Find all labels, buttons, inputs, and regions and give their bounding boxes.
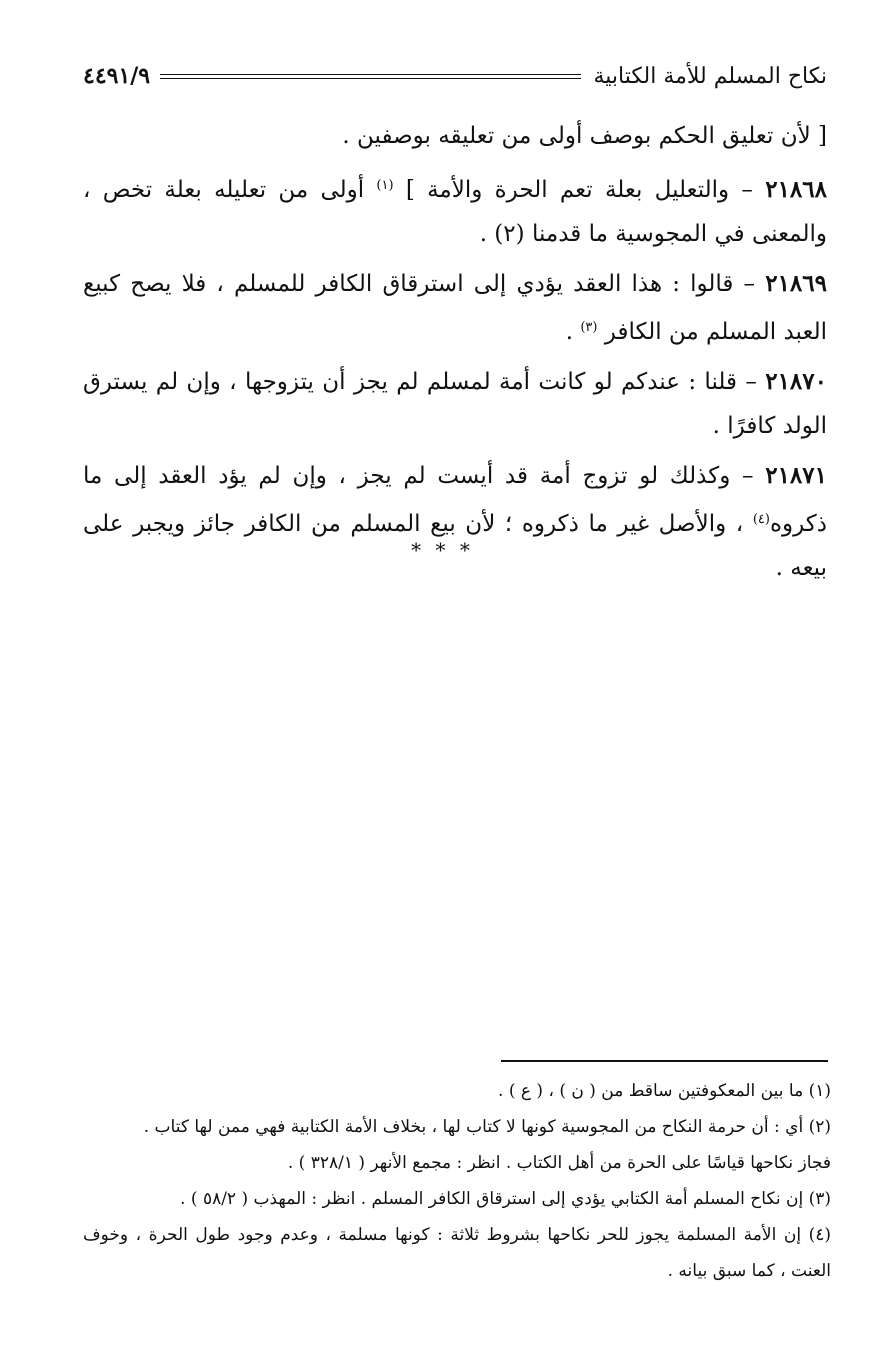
footnote: (٣) إن نكاح المسلم أمة الكتابي يؤدي إلى استرقاق الكافر المسلم . انظر : المهذب ( ٥٨/٢ ) . xyxy=(180,1189,831,1209)
page-number: ٤٤٩١/٩ xyxy=(83,63,151,89)
paragraph xyxy=(83,262,827,354)
paragraph-number: ٢١٨٦٩ xyxy=(765,270,827,297)
footnote: (٢) أي : أن حرمة النكاح من المجوسية كونها لا كتاب لها ، بخلاف الأمة الكتابية فهي ممن لها كتاب . xyxy=(143,1117,831,1137)
footnote-marker: (٤) xyxy=(752,512,770,527)
header-title: نكاح المسلم للأمة الكتابية xyxy=(593,63,827,89)
main-text xyxy=(83,114,827,596)
paragraph-text-tail: . xyxy=(565,319,581,345)
paragraph-number: ٢١٨٧٠ xyxy=(765,368,827,395)
footnotes xyxy=(83,1073,831,1289)
running-header xyxy=(83,58,827,94)
paragraph-text: – وكذلك لو تزوج أمة قد أيست لم يجز ، وإن لم يؤد العقد إلى ما ذكروه xyxy=(83,463,827,537)
footnote: (٤) إن الأمة المسلمة يجوز للحر نكاحها بشروط ثلاثة : كونها مسلمة ، وعدم وجود طول الحرة ، وخوف العنت ، كما سبق بيانه . xyxy=(83,1225,831,1281)
paragraph xyxy=(83,164,827,256)
footnote: (١) ما بين المعكوفتين ساقط من ( ن ) ، ( ع ) . xyxy=(498,1081,831,1101)
footnote: فجاز نكاحها قياسًا على الحرة من أهل الكتاب . انظر : مجمع الأنهر ( ٣٢٨/١ ) . xyxy=(287,1153,831,1173)
paragraph-text: – قالوا : هذا العقد يؤدي إلى استرقاق الكافر للمسلم ، فلا يصح كبيع العبد المسلم من الكافر xyxy=(83,271,827,345)
paragraph-number: ٢١٨٧١ xyxy=(765,462,827,489)
header-rule xyxy=(160,74,581,79)
paragraph-text-tail: ، والأصل غير ما ذكروه ؛ لأن بيع المسلم من الكافر جائز ويجبر على بيعه . xyxy=(83,511,827,581)
paragraph xyxy=(83,114,827,158)
paragraph-text: – والتعليل بعلة تعم الحرة والأمة ] xyxy=(393,177,766,203)
paragraph-text: [ لأن تعليق الحكم بوصف أولى من تعليقه بوصفين . xyxy=(342,123,827,149)
paragraph-text: – قلنا : عندكم لو كانت أمة لمسلم لم يجز أن يتزوجها ، وإن لم يسترق الولد كافرًا . xyxy=(83,369,827,439)
footnote-marker: (٣) xyxy=(580,320,598,335)
footnote-marker: (١) xyxy=(376,178,394,193)
section-separator: * * * xyxy=(411,538,474,562)
paragraph-text-tail: أولى من تعليله بعلة تخص ، والمعنى في المجوسية ما قدمنا (٢) . xyxy=(83,177,827,247)
footnote-rule xyxy=(501,1060,828,1062)
paragraph xyxy=(83,360,827,448)
paragraph xyxy=(83,454,827,590)
paragraph-number: ٢١٨٦٨ xyxy=(765,176,827,203)
